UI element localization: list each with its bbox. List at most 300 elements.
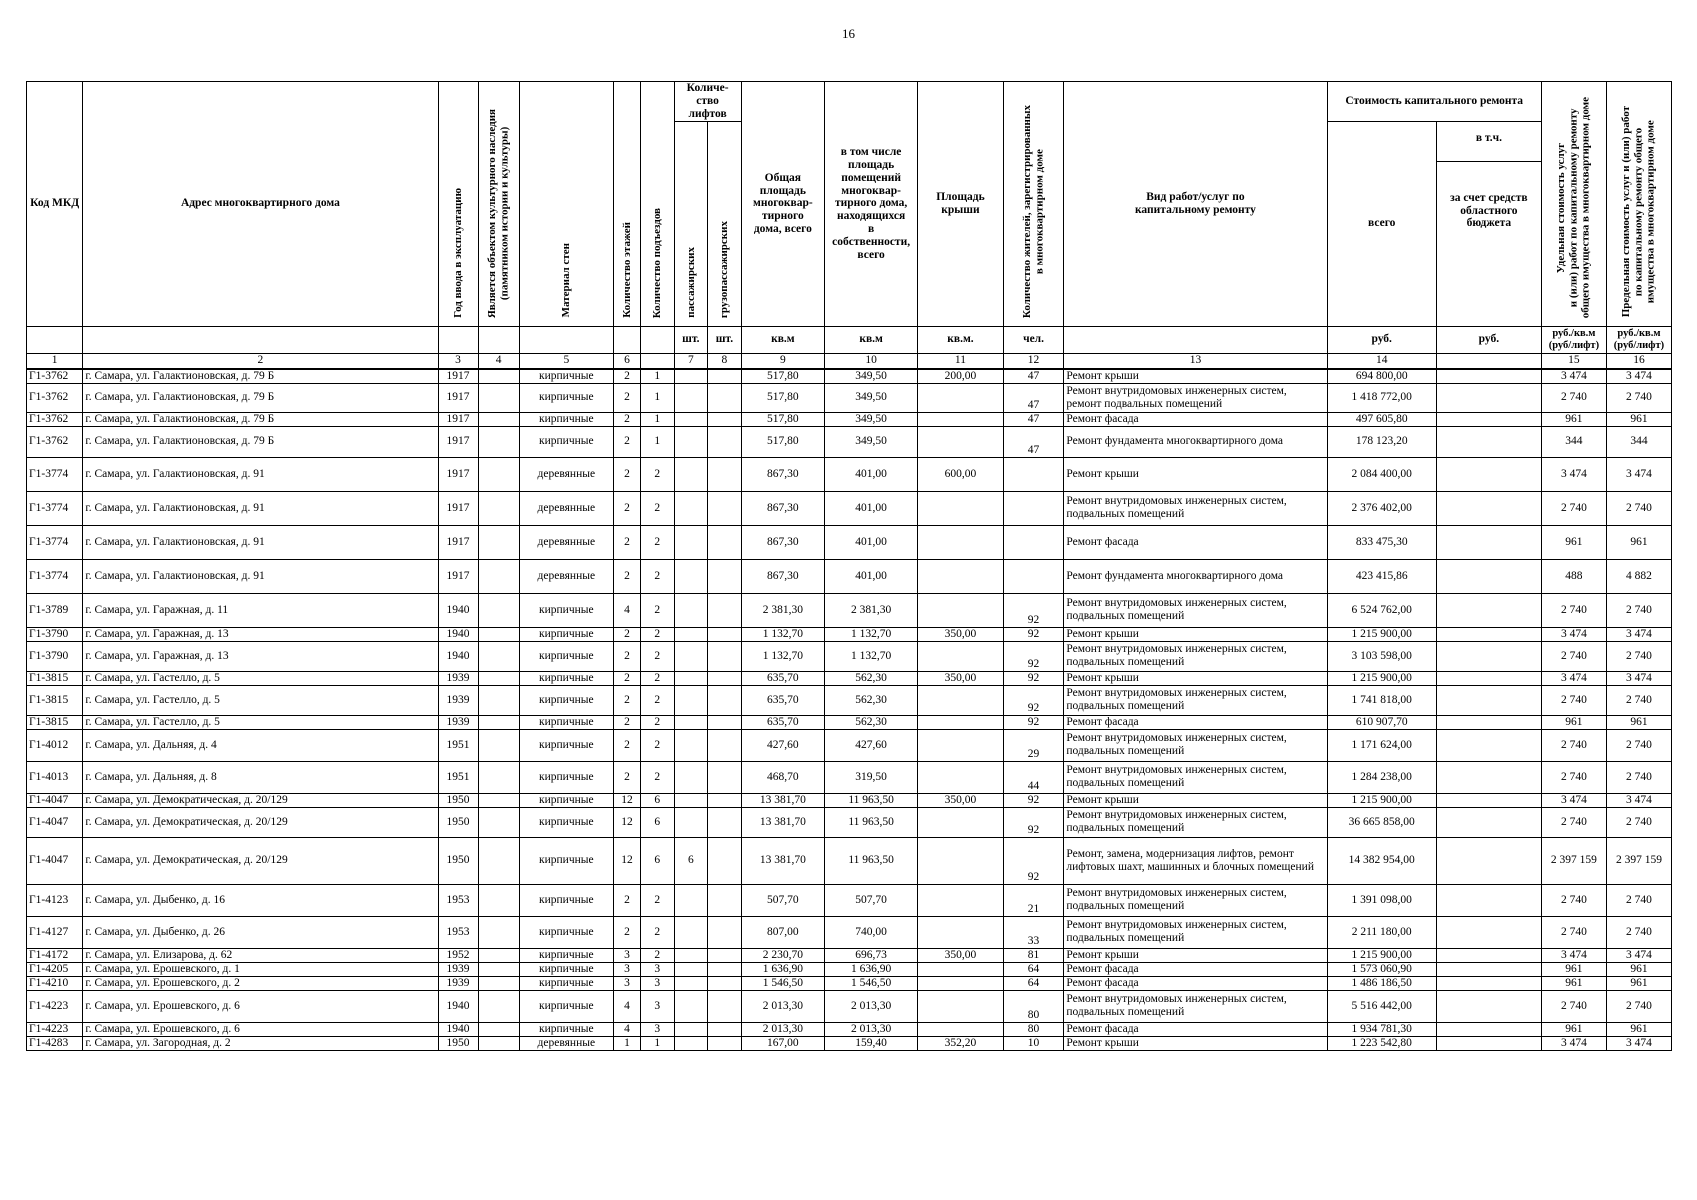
max-cost-cell: 2 740 <box>1606 491 1671 525</box>
cargo-lifts-cell <box>708 426 742 457</box>
address-cell: г. Самара, ул. Ерошевского, д. 6 <box>83 1022 438 1036</box>
cargo-lifts-cell <box>708 1022 742 1036</box>
floors-cell: 2 <box>613 412 640 426</box>
cargo-lifts-cell <box>708 990 742 1022</box>
table-row <box>27 990 1672 1022</box>
column-number: 5 <box>519 353 613 369</box>
residents-cell: 92 <box>1003 715 1064 729</box>
total-area-cell: 1 636,90 <box>741 962 824 976</box>
table-row <box>27 1036 1672 1050</box>
column-number: 7 <box>674 353 708 369</box>
work-type-cell: Ремонт крыши <box>1064 627 1327 641</box>
owned-area-cell: 349,50 <box>825 369 918 383</box>
unit-cost-cell: 3 474 <box>1541 671 1606 685</box>
max-cost-cell: 3 474 <box>1606 369 1671 383</box>
residents-cell: 47 <box>1003 412 1064 426</box>
floors-cell: 2 <box>613 671 640 685</box>
passenger-lifts-cell <box>674 559 708 593</box>
table-body <box>27 369 1672 1050</box>
work-type-cell: Ремонт внутридомовых инженерных систем, подвальных помещений <box>1064 593 1327 627</box>
passenger-lifts-cell <box>674 627 708 641</box>
total-area-cell: 13 381,70 <box>741 793 824 807</box>
floors-cell: 4 <box>613 593 640 627</box>
passenger-lifts-cell <box>674 715 708 729</box>
work-type-cell: Ремонт крыши <box>1064 671 1327 685</box>
header-work: Вид работ/услуг по капитальному ремонту <box>1064 82 1327 327</box>
cargo-lifts-cell <box>708 884 742 916</box>
passenger-lifts-cell <box>674 976 708 990</box>
header-lifts-passenger: пассажирских <box>674 121 708 326</box>
owned-area-cell: 1 636,90 <box>825 962 918 976</box>
address-cell: г. Самара, ул. Загородная, д. 2 <box>83 1036 438 1050</box>
entrances-cell: 2 <box>640 559 674 593</box>
work-type-cell: Ремонт фасада <box>1064 1022 1327 1036</box>
max-cost-cell: 961 <box>1606 976 1671 990</box>
table-row <box>27 761 1672 793</box>
unit-pcs: шт. <box>708 326 742 353</box>
table-row <box>27 627 1672 641</box>
header-unit-cost: Удельная стоимость услуг и (или) работ по капитальному ремонту общего имущества в многоквартирном доме <box>1541 82 1606 327</box>
cost-budget-cell <box>1436 525 1541 559</box>
unit-people: чел. <box>1003 326 1064 353</box>
owned-area-cell: 349,50 <box>825 412 918 426</box>
unit-cost-cell: 488 <box>1541 559 1606 593</box>
entrances-cell: 2 <box>640 457 674 491</box>
owned-area-cell: 2 013,30 <box>825 1022 918 1036</box>
column-number: 8 <box>708 353 742 369</box>
year-cell: 1950 <box>438 837 478 884</box>
cost-budget-cell <box>1436 412 1541 426</box>
residents-cell: 64 <box>1003 962 1064 976</box>
wall-material-cell: кирпичные <box>519 884 613 916</box>
cost-total-cell: 3 103 598,00 <box>1327 641 1436 671</box>
cost-budget-cell <box>1436 729 1541 761</box>
address-cell: г. Самара, ул. Галактионовская, д. 79 Б <box>83 412 438 426</box>
unit-cost-cell: 3 474 <box>1541 1036 1606 1050</box>
code-cell: Г1-3815 <box>27 671 83 685</box>
header-max-cost: Предельная стоимость услуг и (или) работ по капитальному ремонту общего имущества в многоквартирном доме <box>1606 82 1671 327</box>
roof-area-cell <box>918 761 1004 793</box>
passenger-lifts-cell <box>674 962 708 976</box>
table-row <box>27 491 1672 525</box>
work-type-cell: Ремонт крыши <box>1064 457 1327 491</box>
residents-cell: 44 <box>1003 761 1064 793</box>
owned-area-cell: 2 381,30 <box>825 593 918 627</box>
floors-cell: 1 <box>613 1036 640 1050</box>
roof-area-cell: 350,00 <box>918 948 1004 962</box>
code-cell: Г1-4283 <box>27 1036 83 1050</box>
address-cell: г. Самара, ул. Гаражная, д. 13 <box>83 641 438 671</box>
column-number: 3 <box>438 353 478 369</box>
table-row <box>27 671 1672 685</box>
cost-total-cell: 1 215 900,00 <box>1327 793 1436 807</box>
code-cell: Г1-4127 <box>27 916 83 948</box>
heritage-cell <box>478 641 519 671</box>
heritage-cell <box>478 916 519 948</box>
unit-cell <box>519 326 613 353</box>
unit-cost-cell: 2 740 <box>1541 729 1606 761</box>
year-cell: 1917 <box>438 383 478 412</box>
cost-budget-cell <box>1436 559 1541 593</box>
column-number: 9 <box>741 353 824 369</box>
cost-total-cell: 1 741 818,00 <box>1327 685 1436 715</box>
unit-cost-cell: 961 <box>1541 525 1606 559</box>
residents-cell: 80 <box>1003 1022 1064 1036</box>
entrances-cell: 2 <box>640 948 674 962</box>
total-area-cell: 807,00 <box>741 916 824 948</box>
table-row <box>27 948 1672 962</box>
code-cell: Г1-4172 <box>27 948 83 962</box>
header-roof: Площадь крыши <box>918 82 1004 327</box>
address-cell: г. Самара, ул. Галактионовская, д. 91 <box>83 559 438 593</box>
entrances-cell: 3 <box>640 1022 674 1036</box>
max-cost-cell: 3 474 <box>1606 457 1671 491</box>
cost-budget-cell <box>1436 685 1541 715</box>
cost-budget-cell <box>1436 793 1541 807</box>
cargo-lifts-cell <box>708 837 742 884</box>
entrances-cell: 3 <box>640 990 674 1022</box>
cost-budget-cell <box>1436 1022 1541 1036</box>
cost-budget-cell <box>1436 715 1541 729</box>
max-cost-cell: 2 740 <box>1606 807 1671 837</box>
code-cell: Г1-3762 <box>27 412 83 426</box>
total-area-cell: 867,30 <box>741 525 824 559</box>
max-cost-cell: 2 740 <box>1606 383 1671 412</box>
heritage-cell <box>478 369 519 383</box>
heritage-cell <box>478 627 519 641</box>
cargo-lifts-cell <box>708 383 742 412</box>
unit-cost-cell: 3 474 <box>1541 369 1606 383</box>
floors-cell: 2 <box>613 457 640 491</box>
cargo-lifts-cell <box>708 369 742 383</box>
wall-material-cell: кирпичные <box>519 990 613 1022</box>
cost-budget-cell <box>1436 457 1541 491</box>
table-row <box>27 525 1672 559</box>
residents-cell <box>1003 457 1064 491</box>
cost-total-cell: 610 907,70 <box>1327 715 1436 729</box>
wall-material-cell: кирпичные <box>519 837 613 884</box>
code-cell: Г1-3762 <box>27 426 83 457</box>
cost-total-cell: 1 934 781,30 <box>1327 1022 1436 1036</box>
unit-cost-cell: 2 740 <box>1541 685 1606 715</box>
heritage-cell <box>478 491 519 525</box>
wall-material-cell: кирпичные <box>519 807 613 837</box>
code-cell: Г1-3774 <box>27 491 83 525</box>
cargo-lifts-cell <box>708 948 742 962</box>
header-cost-group: Стоимость капитального ремонта <box>1327 82 1541 122</box>
max-cost-cell: 2 397 159 <box>1606 837 1671 884</box>
unit-cost-cell: 961 <box>1541 412 1606 426</box>
code-cell: Г1-3790 <box>27 627 83 641</box>
address-cell: г. Самара, ул. Гастелло, д. 5 <box>83 685 438 715</box>
owned-area-cell: 1 546,50 <box>825 976 918 990</box>
cost-total-cell: 1 486 186,50 <box>1327 976 1436 990</box>
max-cost-cell: 2 740 <box>1606 884 1671 916</box>
residents-cell: 47 <box>1003 383 1064 412</box>
floors-cell: 2 <box>613 491 640 525</box>
cost-total-cell: 497 605,80 <box>1327 412 1436 426</box>
wall-material-cell: кирпичные <box>519 761 613 793</box>
header-area-own: в том числе площадь помещений многоквар- тирного дома, находящихся в собственности, всего <box>825 82 918 327</box>
floors-cell: 2 <box>613 715 640 729</box>
wall-material-cell: кирпичные <box>519 426 613 457</box>
total-area-cell: 1 132,70 <box>741 641 824 671</box>
unit-cost-cell: 3 474 <box>1541 793 1606 807</box>
total-area-cell: 507,70 <box>741 884 824 916</box>
cargo-lifts-cell <box>708 1036 742 1050</box>
residents-cell: 29 <box>1003 729 1064 761</box>
residents-cell: 92 <box>1003 641 1064 671</box>
max-cost-cell: 2 740 <box>1606 685 1671 715</box>
max-cost-cell: 961 <box>1606 412 1671 426</box>
code-cell: Г1-3762 <box>27 369 83 383</box>
cost-total-cell: 1 391 098,00 <box>1327 884 1436 916</box>
roof-area-cell <box>918 990 1004 1022</box>
address-cell: г. Самара, ул. Елизарова, д. 62 <box>83 948 438 962</box>
table-row <box>27 383 1672 412</box>
cost-total-cell: 1 284 238,00 <box>1327 761 1436 793</box>
owned-area-cell: 319,50 <box>825 761 918 793</box>
year-cell: 1940 <box>438 990 478 1022</box>
passenger-lifts-cell <box>674 412 708 426</box>
floors-cell: 2 <box>613 641 640 671</box>
roof-area-cell <box>918 559 1004 593</box>
year-cell: 1939 <box>438 962 478 976</box>
cargo-lifts-cell <box>708 916 742 948</box>
total-area-cell: 635,70 <box>741 685 824 715</box>
cargo-lifts-cell <box>708 559 742 593</box>
wall-material-cell: кирпичные <box>519 962 613 976</box>
code-cell: Г1-4047 <box>27 793 83 807</box>
work-type-cell: Ремонт крыши <box>1064 793 1327 807</box>
work-type-cell: Ремонт фундамента многоквартирного дома <box>1064 559 1327 593</box>
floors-cell: 3 <box>613 948 640 962</box>
year-cell: 1951 <box>438 761 478 793</box>
cost-budget-cell <box>1436 627 1541 641</box>
year-cell: 1917 <box>438 559 478 593</box>
code-cell: Г1-3815 <box>27 685 83 715</box>
heritage-cell <box>478 807 519 837</box>
unit-cost-cell: 2 740 <box>1541 916 1606 948</box>
header-area-total: Общая площадь многоквар- тирного дома, всего <box>741 82 824 327</box>
unit-cost-cell: 3 474 <box>1541 948 1606 962</box>
year-cell: 1939 <box>438 976 478 990</box>
work-type-cell: Ремонт крыши <box>1064 1036 1327 1050</box>
total-area-cell: 2 013,30 <box>741 990 824 1022</box>
total-area-cell: 13 381,70 <box>741 837 824 884</box>
passenger-lifts-cell <box>674 671 708 685</box>
wall-material-cell: кирпичные <box>519 627 613 641</box>
table-row <box>27 962 1672 976</box>
entrances-cell: 2 <box>640 715 674 729</box>
wall-material-cell: кирпичные <box>519 641 613 671</box>
unit-cost-cell: 2 740 <box>1541 990 1606 1022</box>
heritage-cell <box>478 426 519 457</box>
year-cell: 1950 <box>438 1036 478 1050</box>
total-area-cell: 2 230,70 <box>741 948 824 962</box>
residents-cell: 47 <box>1003 369 1064 383</box>
cost-budget-cell <box>1436 884 1541 916</box>
entrances-cell: 2 <box>640 884 674 916</box>
wall-material-cell: кирпичные <box>519 976 613 990</box>
owned-area-cell: 740,00 <box>825 916 918 948</box>
floors-cell: 2 <box>613 761 640 793</box>
floors-cell: 4 <box>613 990 640 1022</box>
column-number: 13 <box>1064 353 1327 369</box>
work-type-cell: Ремонт внутридомовых инженерных систем, подвальных помещений <box>1064 729 1327 761</box>
owned-area-cell: 1 132,70 <box>825 641 918 671</box>
work-type-cell: Ремонт внутридомовых инженерных систем, ремонт подвальных помещений <box>1064 383 1327 412</box>
work-type-cell: Ремонт внутридомовых инженерных систем, подвальных помещений <box>1064 990 1327 1022</box>
work-type-cell: Ремонт фасада <box>1064 976 1327 990</box>
heritage-cell <box>478 671 519 685</box>
cost-budget-cell <box>1436 491 1541 525</box>
header-floors: Количество этажей <box>613 82 640 327</box>
max-cost-cell: 961 <box>1606 715 1671 729</box>
floors-cell: 2 <box>613 729 640 761</box>
passenger-lifts-cell <box>674 641 708 671</box>
column-number: 6 <box>613 353 640 369</box>
passenger-lifts-cell <box>674 457 708 491</box>
header-lifts-cargo: грузопассажирских <box>708 121 742 326</box>
max-cost-cell: 3 474 <box>1606 948 1671 962</box>
max-cost-cell: 961 <box>1606 962 1671 976</box>
unit-cost-cell: 2 740 <box>1541 884 1606 916</box>
cost-total-cell: 833 475,30 <box>1327 525 1436 559</box>
unit-rub-m2: руб./кв.м (руб/лифт) <box>1541 326 1606 353</box>
cost-budget-cell <box>1436 383 1541 412</box>
wall-material-cell: деревянные <box>519 525 613 559</box>
table-row <box>27 641 1672 671</box>
wall-material-cell: кирпичные <box>519 671 613 685</box>
max-cost-cell: 2 740 <box>1606 641 1671 671</box>
floors-cell: 12 <box>613 837 640 884</box>
roof-area-cell: 350,00 <box>918 627 1004 641</box>
owned-area-cell: 11 963,50 <box>825 793 918 807</box>
roof-area-cell <box>918 426 1004 457</box>
unit-cost-cell: 2 397 159 <box>1541 837 1606 884</box>
year-cell: 1939 <box>438 715 478 729</box>
table-row <box>27 685 1672 715</box>
passenger-lifts-cell <box>674 685 708 715</box>
column-number: 11 <box>918 353 1004 369</box>
unit-cost-cell: 2 740 <box>1541 761 1606 793</box>
cost-total-cell: 5 516 442,00 <box>1327 990 1436 1022</box>
cost-budget-cell <box>1436 369 1541 383</box>
column-number: 2 <box>83 353 438 369</box>
table-row <box>27 916 1672 948</box>
passenger-lifts-cell <box>674 884 708 916</box>
heritage-cell <box>478 793 519 807</box>
owned-area-cell: 696,73 <box>825 948 918 962</box>
floors-cell: 2 <box>613 559 640 593</box>
entrances-cell: 2 <box>640 916 674 948</box>
cargo-lifts-cell <box>708 412 742 426</box>
wall-material-cell: кирпичные <box>519 948 613 962</box>
roof-area-cell <box>918 383 1004 412</box>
residents-cell: 92 <box>1003 671 1064 685</box>
residents-cell: 80 <box>1003 990 1064 1022</box>
entrances-cell: 1 <box>640 369 674 383</box>
address-cell: г. Самара, ул. Гаражная, д. 11 <box>83 593 438 627</box>
owned-area-cell: 1 132,70 <box>825 627 918 641</box>
roof-area-cell <box>918 491 1004 525</box>
entrances-cell: 2 <box>640 641 674 671</box>
total-area-cell: 517,80 <box>741 426 824 457</box>
cost-budget-cell <box>1436 990 1541 1022</box>
header-entrances: Количество подъездов <box>640 82 674 327</box>
column-number: 4 <box>478 353 519 369</box>
year-cell: 1950 <box>438 793 478 807</box>
unit-rub: руб. <box>1436 326 1541 353</box>
owned-area-cell: 401,00 <box>825 491 918 525</box>
total-area-cell: 468,70 <box>741 761 824 793</box>
work-type-cell: Ремонт фасада <box>1064 962 1327 976</box>
header-address: Адрес многоквартирного дома <box>83 82 438 327</box>
floors-cell: 2 <box>613 426 640 457</box>
unit-m2: кв.м <box>741 326 824 353</box>
passenger-lifts-cell <box>674 426 708 457</box>
table-row <box>27 457 1672 491</box>
residents-cell <box>1003 525 1064 559</box>
year-cell: 1952 <box>438 948 478 962</box>
wall-material-cell: кирпичные <box>519 715 613 729</box>
floors-cell: 2 <box>613 627 640 641</box>
passenger-lifts-cell <box>674 729 708 761</box>
passenger-lifts-cell <box>674 807 708 837</box>
heritage-cell <box>478 715 519 729</box>
address-cell: г. Самара, ул. Галактионовская, д. 91 <box>83 457 438 491</box>
table-row <box>27 1022 1672 1036</box>
unit-cell <box>613 326 640 353</box>
heritage-cell <box>478 837 519 884</box>
address-cell: г. Самара, ул. Дальняя, д. 8 <box>83 761 438 793</box>
unit-cell <box>438 326 478 353</box>
unit-cost-cell: 961 <box>1541 962 1606 976</box>
column-numbers-row <box>27 353 1672 369</box>
table-row <box>27 884 1672 916</box>
entrances-cell: 2 <box>640 593 674 627</box>
units-row <box>27 326 1672 353</box>
table-row <box>27 426 1672 457</box>
year-cell: 1917 <box>438 412 478 426</box>
max-cost-cell: 344 <box>1606 426 1671 457</box>
unit-pcs: шт. <box>674 326 708 353</box>
cargo-lifts-cell <box>708 793 742 807</box>
cost-budget-cell <box>1436 641 1541 671</box>
owned-area-cell: 401,00 <box>825 457 918 491</box>
passenger-lifts-cell <box>674 990 708 1022</box>
heritage-cell <box>478 685 519 715</box>
cost-budget-cell <box>1436 916 1541 948</box>
page-number: 16 <box>842 26 855 41</box>
cost-total-cell: 1 418 772,00 <box>1327 383 1436 412</box>
code-cell: Г1-4223 <box>27 1022 83 1036</box>
owned-area-cell: 562,30 <box>825 715 918 729</box>
work-type-cell: Ремонт внутридомовых инженерных систем, подвальных помещений <box>1064 491 1327 525</box>
work-type-cell: Ремонт внутридомовых инженерных систем, подвальных помещений <box>1064 685 1327 715</box>
cost-total-cell: 2 376 402,00 <box>1327 491 1436 525</box>
entrances-cell: 6 <box>640 793 674 807</box>
wall-material-cell: деревянные <box>519 457 613 491</box>
cargo-lifts-cell <box>708 593 742 627</box>
wall-material-cell: кирпичные <box>519 729 613 761</box>
address-cell: г. Самара, ул. Гаражная, д. 13 <box>83 627 438 641</box>
address-cell: г. Самара, ул. Галактионовская, д. 91 <box>83 525 438 559</box>
unit-cell <box>83 326 438 353</box>
address-cell: г. Самара, ул. Дыбенко, д. 16 <box>83 884 438 916</box>
residents-cell: 81 <box>1003 948 1064 962</box>
